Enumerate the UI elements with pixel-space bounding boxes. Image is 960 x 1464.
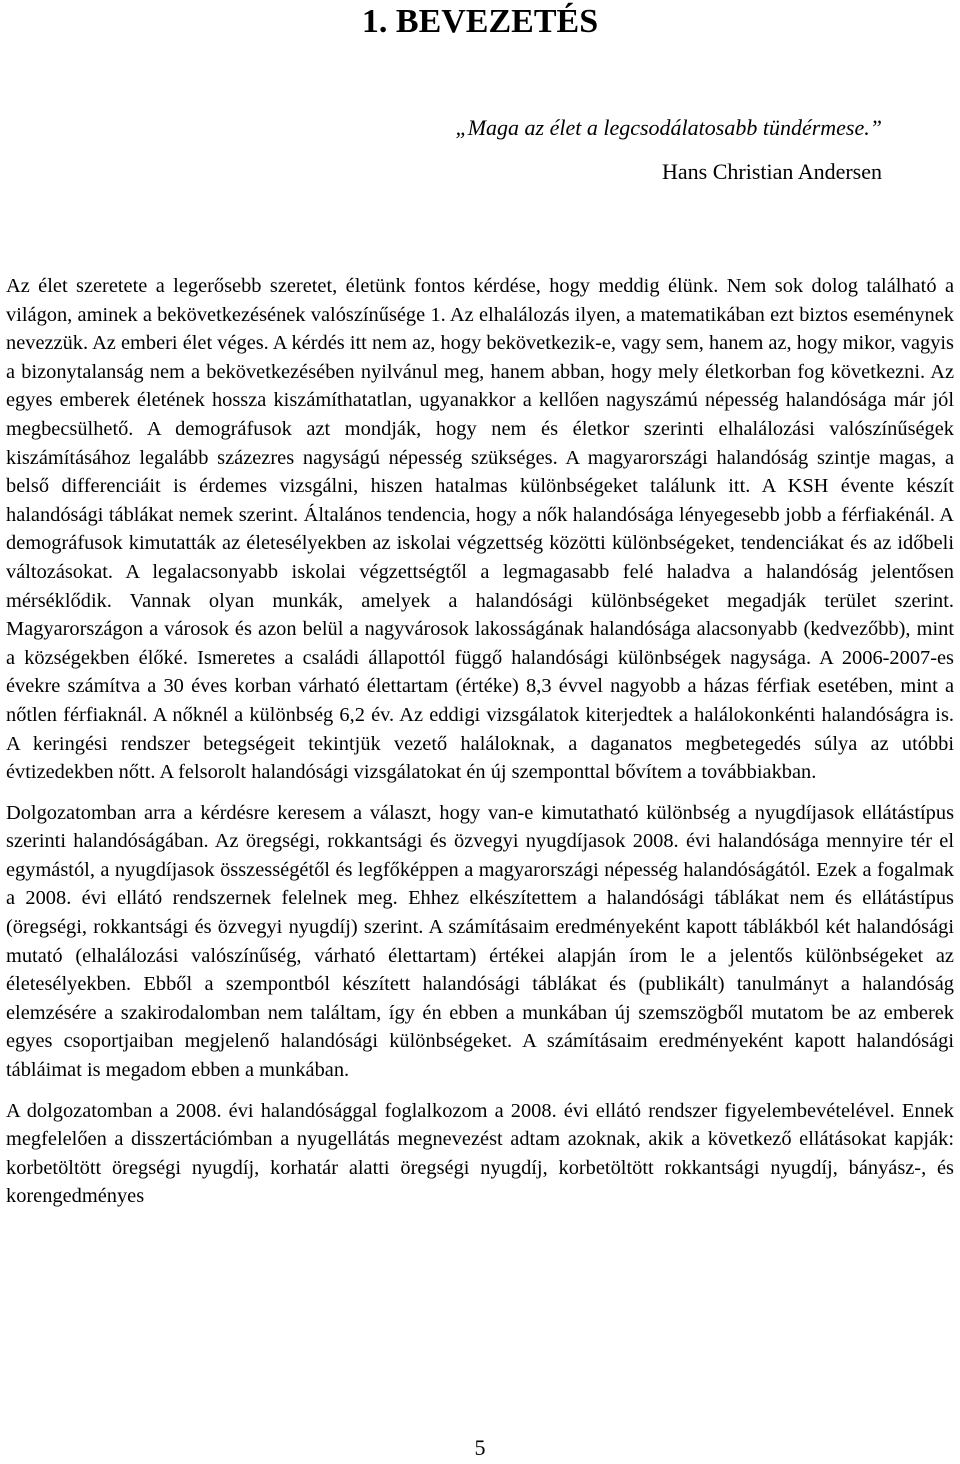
motto-author: Hans Christian Andersen: [662, 159, 882, 184]
page-title: 1. BEVEZETÉS: [361, 3, 599, 40]
page-number: 5: [474, 1435, 486, 1460]
paragraph-2: Dolgozatomban arra a kérdésre keresem a választ, hogy van-e kimutatható különbség a nyugdíjasok ellátástípus szerinti halandóságában. Az öregségi, rokkantsági és özvegyi nyugdíjasok 2008. évi halandósága mennyire tér el egymástól, a nyugdíjasok összességétől és legfőképpen a magyarországi népesség halandóságától. Ezek a fogalmak a 2008. évi ellátó rendszernek felelnek meg. Ehhez elkészítettem a halandósági táblákat nem és ellátástípus (öregségi, rokkantsági és özvegyi nyugdíj) szerint. A számításaim eredményeként kapott táblákból két halandósági mutató (elhalálozási valószínűség, várható élettartam) értékei alapján írom le a jelentős különbségeket az életesélyekben. Ebből a szempontból készített halandósági táblákat és (publikált) tanulmányt a halandóság elemzésére a szakirodalomban nem találtam, így én ebben a munkában új szemszögből mutatom be az emberek egyes csoportjaiban megjelenő halandósági különbségeket. A számításaim eredményeként kapott halandósági tábláimat is megadom ebben a munkában.: [6, 801, 954, 1082]
motto-quote: „Maga az élet a legcsodálatosabb tündérmese.”: [455, 115, 882, 140]
motto: [455, 106, 882, 194]
paragraph-1: Az élet szeretete a legerősebb szeretet, életünk fontos kérdése, hogy meddig élünk. Nem sok dolog található a világon, aminek a bekövetkezésének valószínűsége 1. Az elhalálozás ilyen, a matematikában ezt biztos eseménynek nevezzük. Az emberi élet véges. A kérdés itt nem az, hogy bekövetkezik-e, vagy sem, hanem az, hogy mikor, vagyis a bizonytalanság nem a bekövetkezésében nyilvánul meg, hanem abban, hogy mely életkorban fog következni. Az egyes emberek életének hossza kiszámíthatatlan, ugyanakkor a kellően nagyszámú népesség halandósága már jól megbecsülhető. A demográfusok azt mondják, hogy nem és életkor szerinti elhalálozási valószínűségek kiszámításához legalább százezres nagyságú népesség szükséges. A magyarországi halandóság szintje magas, a belső differenciáit is érdemes vizsgálni, hiszen hatalmas különbségeket találunk itt. A KSH évente készít halandósági táblákat nemek szerint. Általános tendencia, hogy a nők halandósága lényegesebb jobb a férfiakénál. A demográfusok kimutatták az életesélyekben az iskolai végzettség közötti különbségeket, tendenciákat és az időbeli változásokat. A legalacsonyabb iskolai végzettségtől a legmagasabb felé haladva a halandóság jelentősen mérséklődik. Vannak olyan munkák, amelyek a halandósági különbségeket megadják terület szerint. Magyarországon a városok és azon belül a nagyvárosok lakosságának halandósága alacsonyabb (kedvezőbb), mint a községekben élőké. Ismeretes a családi állapottól függő halandósági különbségek nagysága. A 2006-2007-es évekre számítva a 30 éves korban várható élettartam (értéke) 8,3 évvel nagyobb a házas férfiak esetében, mint a nőtlen férfiaknál. A nőknél a különbség 6,2 év. Az eddigi vizsgálatok kiterjedtek a halálokonkénti halandóságra is. A keringési rendszer betegségeit tekintjük vezető haláloknak, a daganatos megbetegedés súlya az utóbbi évtizedekben nőtt. A felsorolt halandósági vizsgálatokat én új szemponttal bővítem a továbbiakban.: [6, 275, 954, 784]
body-text: [6, 272, 954, 1223]
paragraph-3: A dolgozatomban a 2008. évi halandósággal foglalkozom a 2008. évi ellátó rendszer figyelembevételével. Ennek megfelelően a disszertációmban a nyugellátás megnevezést adtam azoknak, akik a következő ellátásokat kapják: korbetöltött öregségi nyugdíj, korhatár alatti öregségi nyugdíj, korbetöltött rokkantsági nyugdíj, bányász-, és korengedményes: [6, 1099, 954, 1208]
